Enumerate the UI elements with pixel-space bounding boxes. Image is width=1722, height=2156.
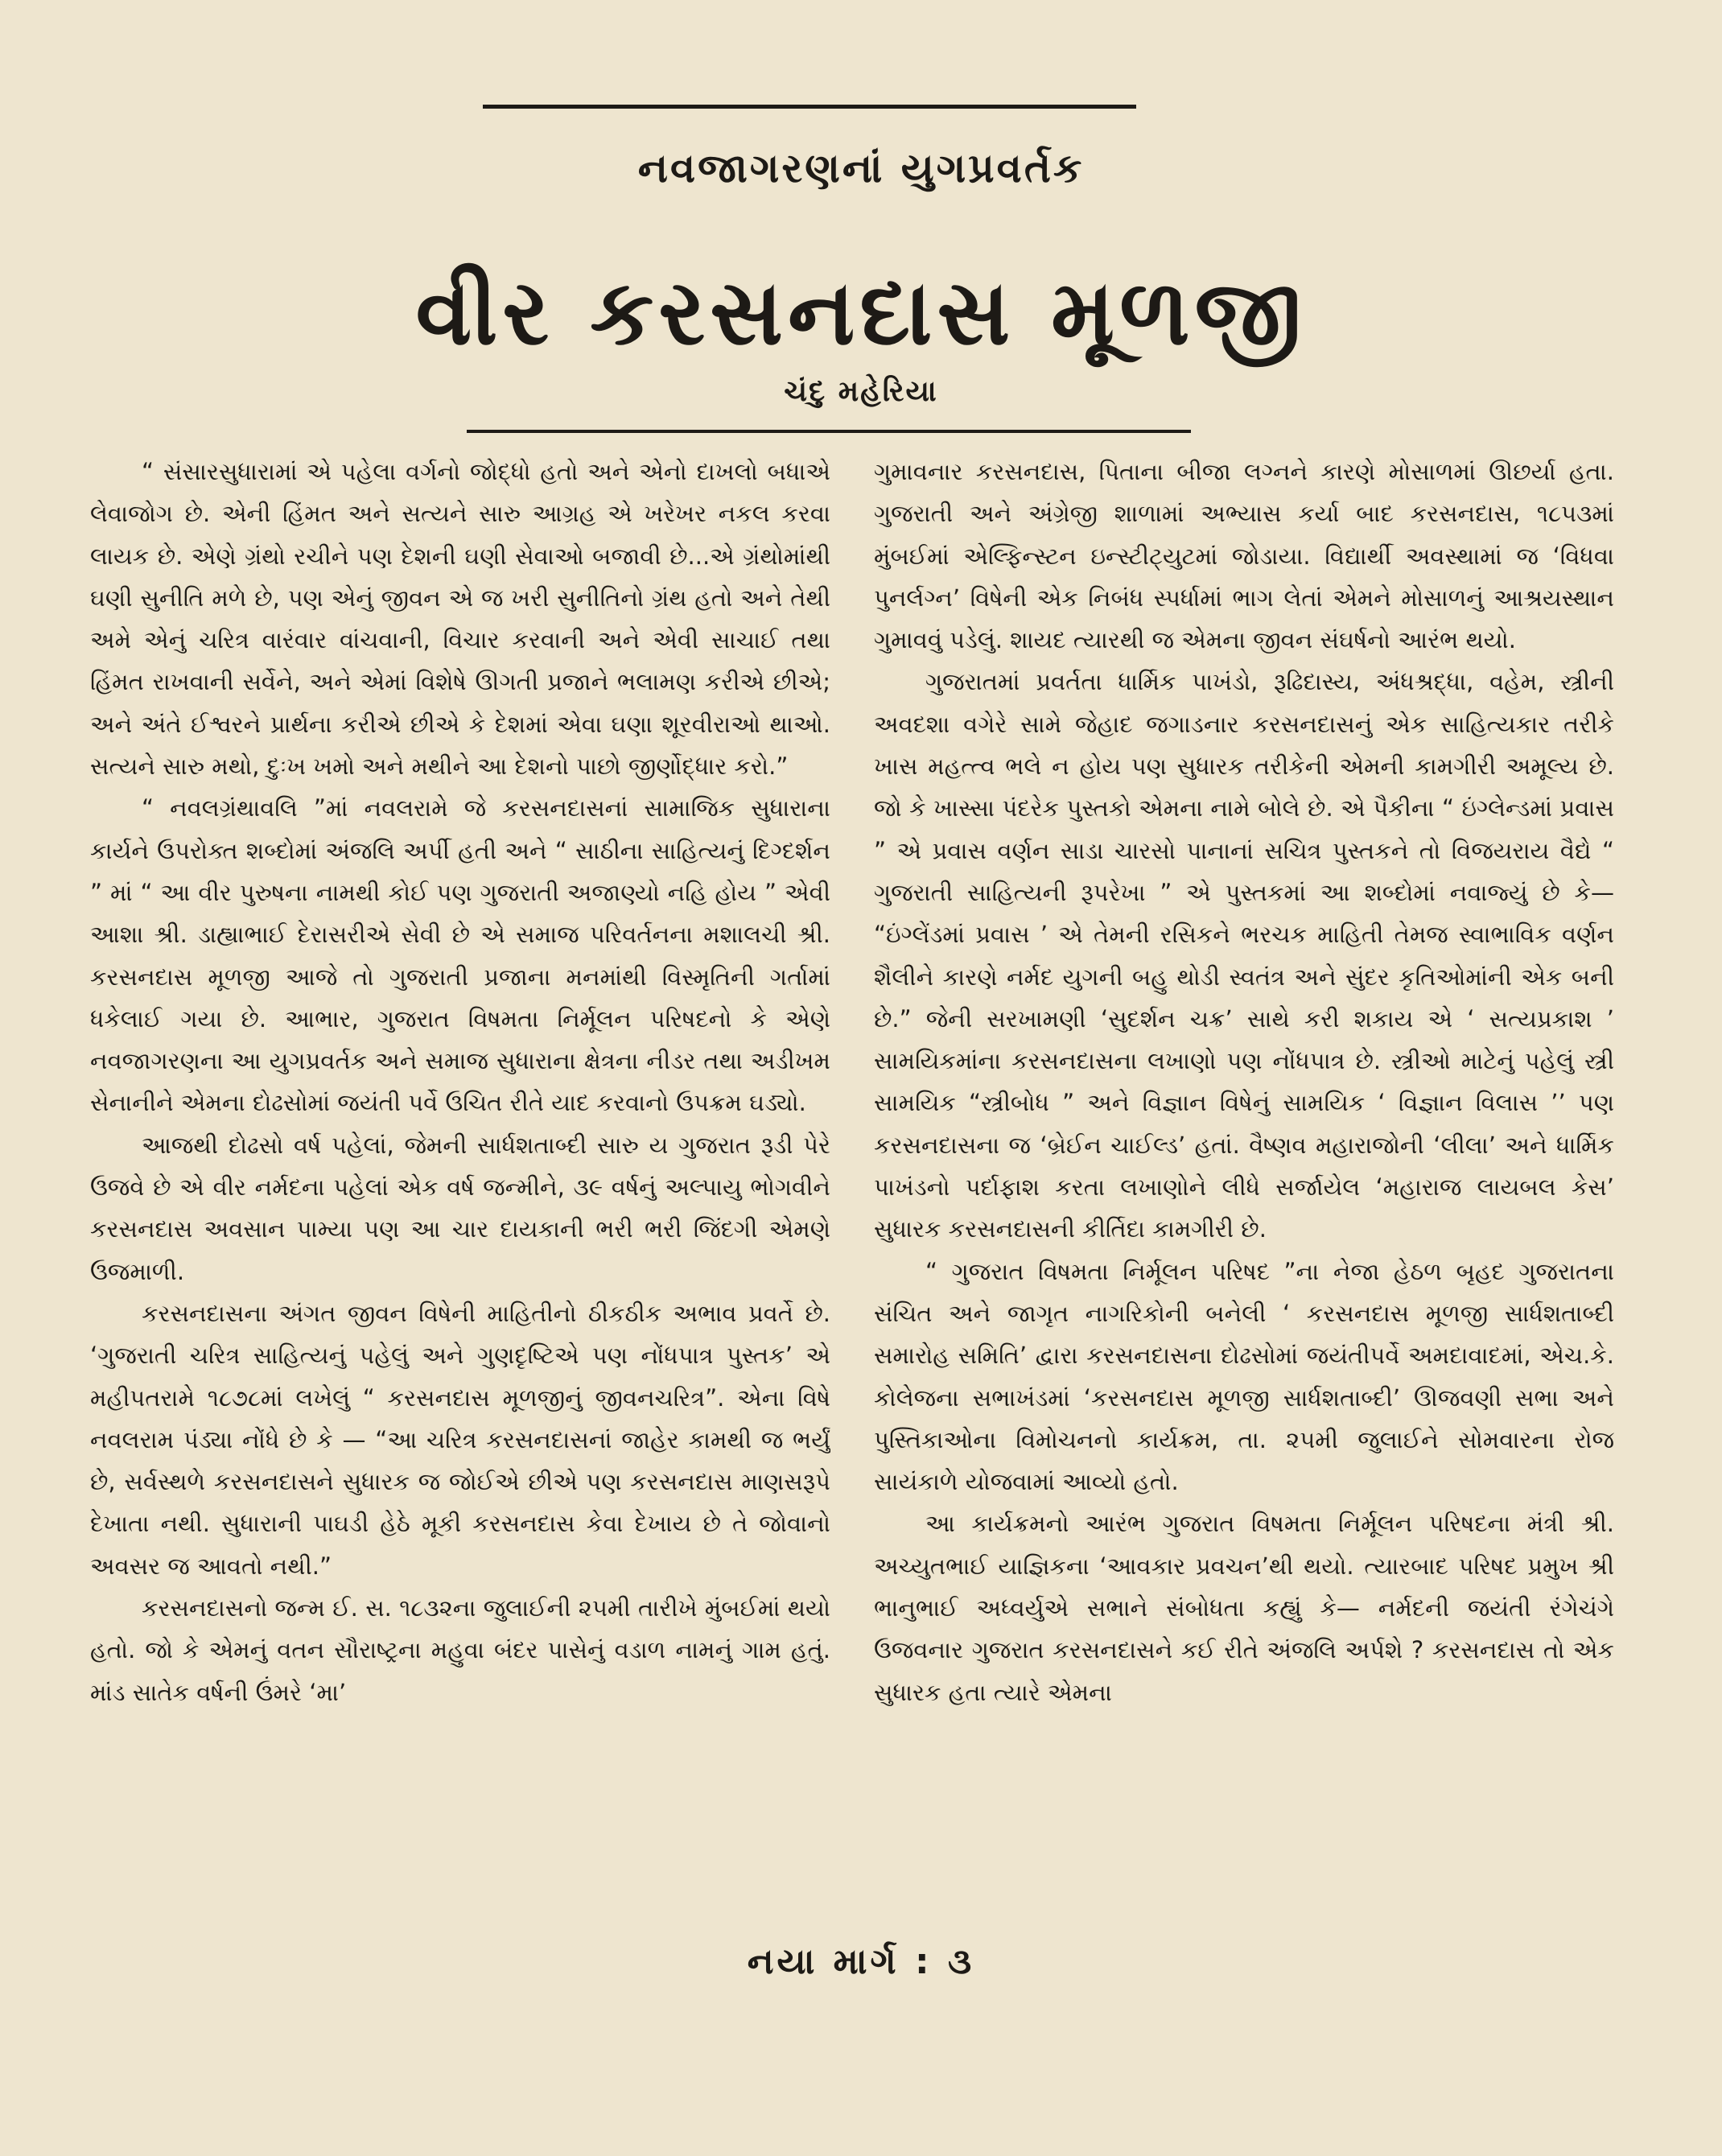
paragraph: આજથી દોઢસો વર્ષ પહેલાં, જેમની સાર્ધશતાબ્દી સારુ ય ગુજરાત રૂડી પેરે ઉજવે છે એ વીર નર્મદના પહેલાં એક વર્ષ જન્મીને, ૩૯ વર્ષનું અલ્પાયુ ભોગવીને કરસનદાસ અવસાન પામ્યા પણ આ ચાર દાયકાની ભરી ભરી જિંદગી એમણે ઉજમાળી. xyxy=(90,1131,830,1285)
top-rule xyxy=(483,105,1136,109)
series-kicker: નવજાગરણનાં યુગપ્રવર્તક xyxy=(637,145,1085,192)
page-footer xyxy=(0,1941,1722,1982)
page-number: ૩ xyxy=(947,1941,975,1982)
paragraph: ગુમાવનાર કરસનદાસ, પિતાના બીજા લગ્નને કારણે મોસાળમાં ઊછર્યા હતા. ગુજરાતી અને અંગ્રેજી શાળામાં અભ્યાસ કર્યા બાદ કરસનદાસ, ૧૮૫૩માં મુંબઈમાં એલ્ફિન્સ્ટન ઇન્સ્ટીટ્યુટમાં જોડાયા. વિદ્યાર્થી અવસ્થામાં જ ‘વિધવા પુનર્લગ્ન’ વિષેની એક નિબંધ સ્પર્ધામાં ભાગ લેતાં એમને મોસાળનું આશ્રયસ્થાન ગુમાવવું પડેલું. શાયદ ત્યારથી જ એમના જીવન સંઘર્ષનો આરંભ થયો. xyxy=(874,458,1614,654)
paragraph: કરસનદાસનો જન્મ ઈ. સ. ૧૮૩૨ના જુલાઈની ૨૫મી તારીખે મુંબઈમાં થયો હતો. જો કે એમનું વતન સૌરાષ્ટ્રના મહુવા બંદર પાસેનું વડાળ નામનું ગામ હતું. માંડ સાતેક વર્ષની ઉંમરે ‘મા’ xyxy=(90,1594,830,1706)
right-column xyxy=(874,451,1614,1907)
author-byline: ચંદુ મહેરિયા xyxy=(784,375,938,408)
title-rule xyxy=(467,430,1191,433)
paragraph: “ નવલગ્રંથાવલિ ”માં નવલરામે જે કરસનદાસનાં સામાજિક સુધારાના કાર્યને ઉપરોક્ત શબ્દોમાં અંજલિ અર્પી હતી અને “ સાઠીના સાહિત્યનું દિગ્દર્શન ” માં “ આ વીર પુરુષના નામથી કોઈ પણ ગુજરાતી અજાણ્યો નહિ હોય ” એવી આશા શ્રી. ડાહ્યાભાઈ દેરાસરીએ સેવી છે એ સમાજ પરિવર્તનના મશાલચી શ્રી. કરસનદાસ મૂળજી આજે તો ગુજરાતી પ્રજાના મનમાંથી વિસ્મૃતિની ગર્તામાં ધકેલાઈ ગયા છે. આભાર, ગુજરાત વિષમતા નિર્મૂલન પરિષદનો કે એણે નવજાગરણના આ યુગપ્રવર્તક અને સમાજ સુધારાના ક્ષેત્રના નીડર તથા અડીખમ સેનાનીને એમના દોઢસોમાં જયંતી પર્વે ઉચિત રીતે યાદ કરવાનો ઉપક્રમ ઘડ્યો. xyxy=(90,794,830,1117)
paragraph: આ કાર્યક્રમનો આરંભ ગુજરાત વિષમતા નિર્મૂલન પરિષદના મંત્રી શ્રી. અચ્યુતભાઈ યાજ્ઞિકના ‘આવકાર પ્રવચન’થી થયો. ત્યારબાદ પરિષદ પ્રમુખ શ્રી ભાનુભાઈ અધ્વર્યુએ સભાને સંબોધતા કહ્યું કે— નર્મદની જયંતી રંગેચંગે ઉજવનાર ગુજરાત કરસનદાસને કઈ રીતે અંજલિ અર્પશે ? કરસનદાસ તો એક સુધારક હતા ત્યારે એમના xyxy=(874,1510,1614,1706)
footer-separator: : xyxy=(914,1941,933,1982)
paragraph: કરસનદાસના અંગત જીવન વિષેની માહિતીનો ઠીકઠીક અભાવ પ્રવર્તે છે. ‘ગુજરાતી ચરિત્ર સાહિત્યનું પહેલું અને ગુણદૃષ્ટિએ પણ નોંધપાત્ર પુસ્તક’ એ મહીપતરામે ૧૮૭૮માં લખેલું “ કરસનદાસ મૂળજીનું જીવનચરિત્ર”. એના વિષે નવલરામ પંડ્યા નોંધે છે કે — “આ ચરિત્ર કરસનદાસનાં જાહેર કામથી જ ભર્યું છે, સર્વસ્થળે કરસનદાસને સુધારક જ જોઈએ છીએ પણ કરસનદાસ માણસરૂપે દેખાતા નથી. સુધારાની પાઘડી હેઠે મૂકી કરસનદાસ કેવા દેખાય છે તે જોવાનો અવસર જ આવતો નથી.” xyxy=(90,1299,830,1580)
journal-name: નયા માર્ગ xyxy=(747,1941,900,1982)
paragraph: “ સંસારસુધારામાં એ પહેલા વર્ગનો જોદ્ધો હતો અને એનો દાખલો બધાએ લેવાજોગ છે. એની હિંમત અને સત્યને સારુ આગ્રહ એ ખરેખર નકલ કરવા લાયક છે. એણે ગ્રંથો રચીને પણ દેશની ઘણી સેવાઓ બજાવી છે...એ ગ્રંથોમાંથી ઘણી સુનીતિ મળે છે, પણ એનું જીવન એ જ ખરી સુનીતિનો ગ્રંથ હતો અને તેથી અમે એનું ચરિત્ર વારંવાર વાંચવાની, વિચાર કરવાની અને એવી સાચાઈ તથા હિંમત રાખવાની સર્વેને, અને એમાં વિશેષે ઊગતી પ્રજાને ભલામણ કરીએ છીએ; અને અંતે ઈશ્વરને પ્રાર્થના કરીએ છીએ કે દેશમાં એવા ઘણા શૂરવીરાઓ થાઓ. સત્યને સારુ મથો, દુઃખ ખમો અને મથીને આ દેશનો પાછો જીર્ણોદ્ધાર કરો.” xyxy=(90,458,830,781)
paragraph: ગુજરાતમાં પ્રવર્તતા ધાર્મિક પાખંડો, રૂઢિદાસ્ય, અંધશ્રદ્ધા, વહેમ, સ્ત્રીની અવદશા વગેરે સામે જેહાદ જગાડનાર કરસનદાસનું એક સાહિત્યકાર તરીકે ખાસ મહત્ત્વ ભલે ન હોય પણ સુધારક તરીકેની એમની કામગીરી અમૂલ્ય છે. જો કે ખાસ્સા પંદરેક પુસ્તકો એમના નામે બોલે છે. એ પૈકીના “ ઇંગ્લેન્ડમાં પ્રવાસ ” એ પ્રવાસ વર્ણન સાડા ચારસો પાનાનાં સચિત્ર પુસ્તકને તો વિજયરાય વૈદ્યે “ ગુજરાતી સાહિત્યની રૂપરેખા ” એ પુસ્તકમાં આ શબ્દોમાં નવાજ્યું છે કે— “ઇંગ્લેંડમાં પ્રવાસ ’ એ તેમની રસિકને ભરચક માહિતી તેમજ સ્વાભાવિક વર્ણન શૈલીને કારણે નર્મદ યુગની બહુ થોડી સ્વતંત્ર અને સુંદર કૃતિઓમાંની એક બની છે.” જેની સરખામણી ‘સુદર્શન ચક્ર’ સાથે કરી શકાય એ ‘ સત્યપ્રકાશ ’ સામયિકમાંના કરસનદાસના લખાણો પણ નોંધપાત્ર છે. સ્ત્રીઓ માટેનું પહેલું સ્ત્રી સામયિક “સ્ત્રીબોધ ” અને વિજ્ઞાન વિષેનું સામયિક ‘ વિજ્ઞાન વિલાસ ’’ પણ કરસનદાસના જ ‘બ્રેઈન ચાઈલ્ડ’ હતાં. વૈષ્ણવ મહારાજોની ‘લીલા’ અને ધાર્મિક પાખંડનો પર્દાફાશ કરતા લખાણોને લીધે સર્જાયેલ ‘મહારાજ લાયબલ કેસ’ સુધારક કરસનદાસની કીર્તિદા કામગીરી છે. xyxy=(874,668,1614,1243)
article-title: વીર કરસનદાસ મૂળજી xyxy=(415,261,1307,365)
paragraph: “ ગુજરાત વિષમતા નિર્મૂલન પરિષદ ”ના નેજા હેઠળ બૃહદ ગુજરાતના સંચિત અને જાગૃત નાગરિકોની બનેલી ‘ કરસનદાસ મૂળજી સાર્ધશતાબ્દી સમારોહ સમિતિ’ દ્વારા કરસનદાસના દોઢસોમાં જયંતીપર્વે અમદાવાદમાં, એચ.કે. કોલેજના સભાખંડમાં ‘કરસનદાસ મૂળજી સાર્ધશતાબ્દી’ ઊજવણી સભા અને પુસ્તિકાઓના વિમોચનનો કાર્યક્રમ, તા. ૨૫મી જુલાઈને સોમવારના રોજ સાયંકાળે યોજવામાં આવ્યો હતો. xyxy=(874,1257,1614,1496)
left-column xyxy=(90,451,830,1907)
